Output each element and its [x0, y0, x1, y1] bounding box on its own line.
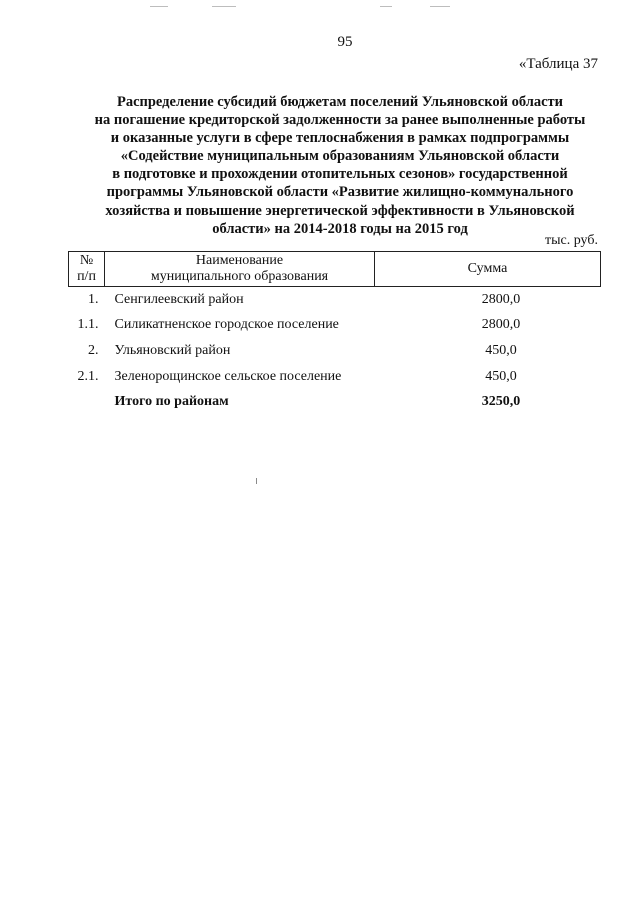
row-number: 1.	[88, 291, 99, 307]
table-row	[69, 364, 601, 390]
page-number: 95	[337, 34, 353, 50]
scan-mark	[256, 478, 257, 484]
header-sum: Сумма	[375, 252, 601, 287]
row-sum: 2800,0	[481, 291, 521, 307]
units-label: тыс. руб.	[545, 233, 598, 248]
subsidy-table	[68, 251, 601, 415]
row-name: Силикатненское городское поселение	[114, 317, 339, 333]
row-sum: 2800,0	[481, 317, 521, 333]
scan-speck	[380, 6, 392, 7]
row-number: 2.1.	[77, 368, 99, 384]
row-sum: 450,0	[485, 368, 517, 384]
scan-speck	[150, 6, 168, 7]
table-reference: «Таблица 37	[518, 56, 598, 72]
row-name: Зеленорощинское сельское поселение	[114, 368, 342, 384]
header-name-line1: Наименование	[195, 253, 284, 268]
row-name: Ульяновский район	[114, 342, 231, 358]
title-line: в подготовке и прохождении отопительных сезонов» государственной	[112, 166, 568, 183]
title-line: области» на 2014-2018 годы на 2015 год	[212, 220, 468, 237]
table-row	[69, 313, 601, 339]
title-line: на погашение кредиторской задолженности за ранее выполненные работы	[94, 112, 586, 129]
document-title	[60, 93, 620, 238]
title-line: хозяйства и повышение энергетической эффективности в Ульяновской	[105, 202, 575, 219]
total-label: Итого по районам	[114, 394, 229, 410]
header-number-line1: №	[79, 253, 94, 268]
title-line: программы Ульяновской области «Развитие жилищно-коммунального	[106, 184, 574, 201]
title-line: Распределение субсидий бюджетам поселений Ульяновской области	[116, 94, 564, 110]
table-row	[69, 338, 601, 364]
title-line: «Содействие муниципальным образованиям Ульяновской области	[120, 148, 560, 165]
scan-speck	[212, 6, 236, 7]
row-sum: 450,0	[485, 342, 517, 358]
scan-artifacts	[0, 6, 640, 10]
table-row	[69, 287, 601, 313]
total-row	[69, 389, 601, 415]
total-sum: 3250,0	[481, 394, 521, 410]
header-name	[105, 252, 375, 287]
header-number-line2: п/п	[77, 269, 96, 284]
row-number: 1.1.	[77, 317, 99, 333]
total-number-empty	[69, 389, 105, 415]
header-number	[69, 252, 105, 287]
row-name: Сенгилеевский район	[114, 291, 244, 307]
scan-speck	[430, 6, 450, 7]
header-name-line2: муниципального образования	[150, 269, 329, 284]
table-header-row	[69, 252, 601, 287]
row-number: 2.	[88, 342, 99, 358]
title-line: и оказанные услуги в сфере теплоснабжения в рамках подпрограммы	[110, 130, 570, 147]
